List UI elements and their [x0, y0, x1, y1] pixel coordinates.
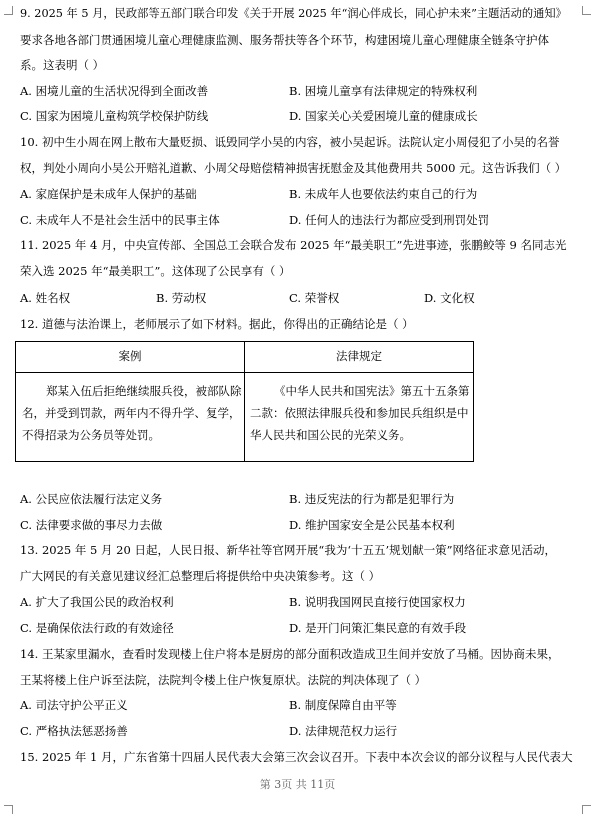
question-9-option-c: C. 国家为困境儿童构筑学校保护防线 — [20, 109, 209, 123]
question-10-line-2: 权，判处小周向小吴公开赔礼道歉、小周父母赔偿精神损害抚慰金及其他费用共 5000 元。这告诉我们（ ） — [20, 161, 567, 175]
question-11-line-1: 11. 2025 年 4 月，中央宣传部、全国总工会联合发布 2025 年“最美职工”先进事迹，张鹏鲛等 9 名同志光 — [20, 238, 567, 252]
table-law-line-1: 《中华人民共和国宪法》第五十五条第 — [274, 384, 470, 398]
question-13-line-1: 13. 2025 年 5 月 20 日起，人民日报、新华社等官网开展“我为‘十五五’规划献一策”网络征求意见活动， — [20, 543, 557, 557]
question-13-option-d: D. 是开门问策汇集民意的有效手段 — [289, 621, 467, 635]
question-10-option-c: C. 未成年人不是社会生活中的民事主体 — [20, 213, 220, 227]
question-9-option-a: A. 困境儿童的生活状况得到全面改善 — [20, 84, 209, 98]
table-header-law: 法律规定 — [336, 349, 382, 363]
table-law-line-2: 二款：依照法律服兵役和参加民兵组织是中 — [250, 406, 469, 420]
question-11-option-a: A. 姓名权 — [20, 291, 71, 305]
question-14-line-1: 14. 王某家里漏水，查看时发现楼上住户将本是厨房的部分面积改造成卫生间并安放了马桶。因协商未果， — [20, 647, 560, 661]
question-13-option-c: C. 是确保依法行政的有效途径 — [20, 621, 174, 635]
table-case-line-3: 不得招录为公务员等处罚。 — [22, 428, 160, 442]
question-12-option-d: D. 维护国家安全是公民基本权利 — [289, 518, 455, 532]
question-12-line-1: 12. 道德与法治课上，老师展示了如下材料。据此，你得出的正确结论是（ ） — [20, 317, 414, 331]
page-corner-mark — [582, 805, 591, 814]
question-13-option-b: B. 说明我国网民直接行使国家权力 — [289, 595, 466, 609]
question-10-option-d: D. 任何人的违法行为都应受到刑罚处罚 — [289, 213, 490, 227]
page-corner-mark — [582, 6, 591, 15]
question-11-option-d: D. 文化权 — [424, 291, 475, 305]
page-number: 第 3页 共 11页 — [259, 778, 336, 791]
question-10-line-1: 10. 初中生小周在网上散布大量贬损、诋毁同学小吴的内容，被小吴起诉。法院认定小周侵犯了小吴的名誉 — [20, 135, 560, 149]
question-12-option-b: B. 违反宪法的行为都是犯罪行为 — [289, 492, 455, 506]
table-case-line-1: 郑某入伍后拒绝继续服兵役，被部队除 — [46, 384, 242, 398]
question-13-option-a: A. 扩大了我国公民的政治权利 — [20, 595, 174, 609]
table-law-line-3: 华人民共和国公民的光荣义务。 — [250, 428, 411, 442]
page-corner-mark — [4, 6, 13, 15]
question-12-option-c: C. 法律要求做的事尽力去做 — [20, 518, 163, 532]
question-10-option-a: A. 家庭保护是未成年人保护的基础 — [20, 187, 197, 201]
question-9-option-d: D. 国家关心关爱困境儿童的健康成长 — [289, 109, 478, 123]
question-13-line-2: 广大网民的有关意见建议经汇总整理后将提供给中央决策参考。这（ ） — [20, 569, 381, 583]
question-11-line-2: 荣入选 2025 年“最美职工”。这体现了公民享有（ ） — [20, 264, 291, 278]
question-11-option-c: C. 荣誉权 — [289, 291, 340, 305]
question-14-option-b: B. 制度保障自由平等 — [289, 698, 397, 712]
question-14-option-c: C. 严格执法惩恶扬善 — [20, 724, 128, 738]
question-14-option-d: D. 法律规范权力运行 — [289, 724, 398, 738]
question-10-option-b: B. 未成年人也要依法约束自己的行为 — [289, 187, 478, 201]
question-9-option-b: B. 困境儿童享有法律规定的特殊权利 — [289, 84, 478, 98]
material-table — [15, 341, 474, 462]
question-14-option-a: A. 司法守护公平正义 — [20, 698, 128, 712]
question-9-line-3: 系。这表明（ ） — [20, 58, 105, 72]
question-11-option-b: B. 劳动权 — [156, 291, 207, 305]
page-corner-mark — [4, 805, 13, 814]
question-9-line-2: 要求各地各部门贯通困境儿童心理健康监测、服务帮扶等各个环节，构建困境儿童心理健康全链条守护体 — [20, 33, 549, 47]
table-header-divider — [16, 372, 473, 373]
question-15-line-1: 15. 2025 年 1 月，广东省第十四届人民代表大会第三次会议召开。下表中本次会议的部分议程与人民代表大 — [20, 750, 573, 764]
table-header-case: 案例 — [118, 349, 142, 363]
question-14-line-2: 王某将楼上住户诉至法院，法院判令楼上住户恢复原状。法院的判决体现了（ ） — [20, 673, 427, 687]
table-case-line-2: 名，并受到罚款，两年内不得升学、复学， — [22, 406, 241, 420]
question-9-line-1: 9. 2025 年 5 月，民政部等五部门联合印发《关于开展 2025 年“润心伴成长，同心护未来”主题活动的通知》 — [20, 7, 567, 20]
question-12-option-a: A. 公民应依法履行法定义务 — [20, 492, 163, 506]
